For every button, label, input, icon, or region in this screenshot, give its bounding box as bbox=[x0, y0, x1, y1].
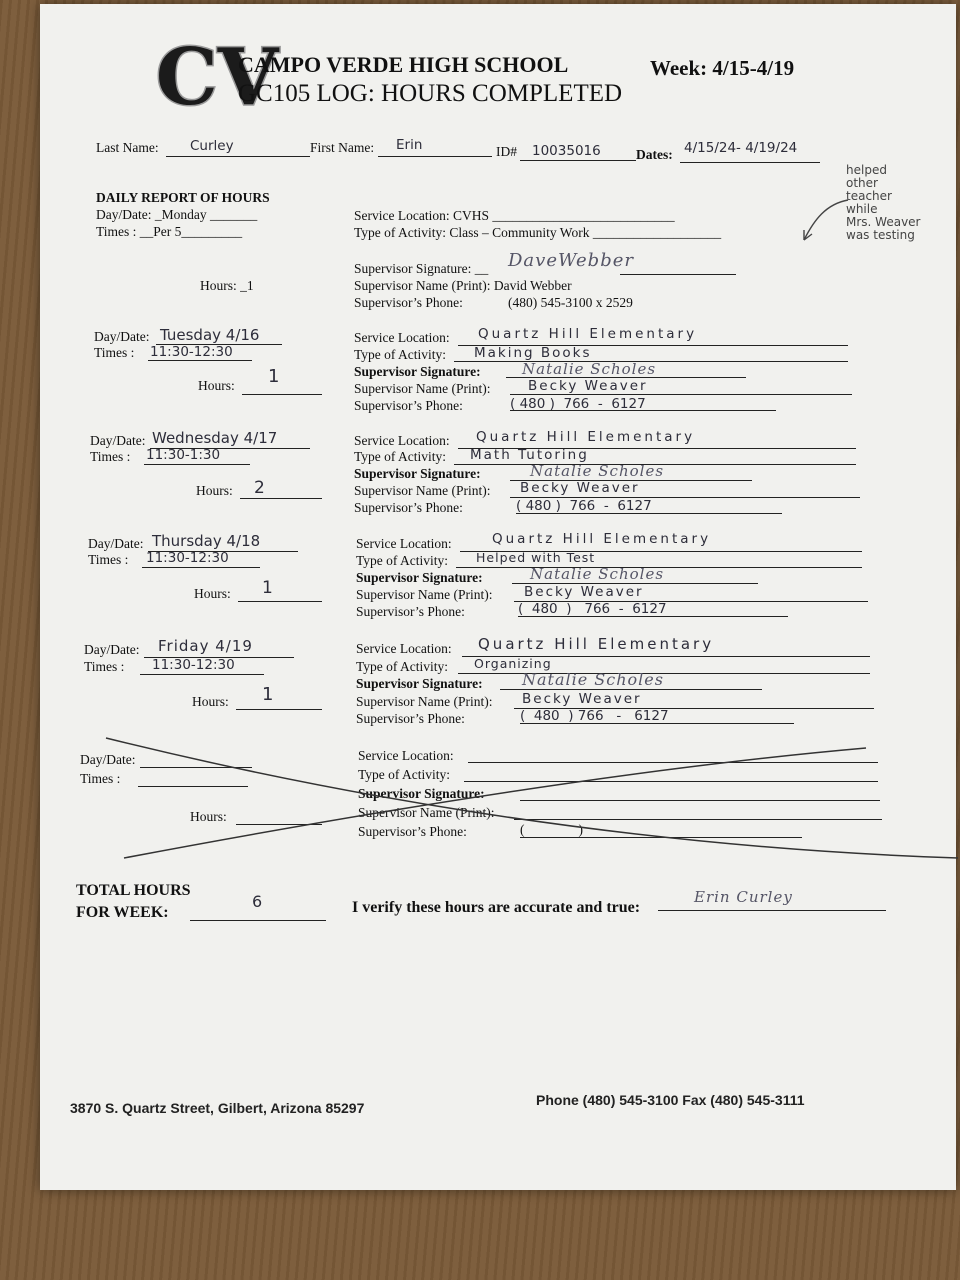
friday-times-value: 11:30-12:30 bbox=[152, 657, 235, 673]
monday-times: Times : __Per 5_________ bbox=[96, 224, 243, 239]
wednesday-signature-value: Natalie Scholes bbox=[530, 462, 665, 480]
wednesday-hours-value: 2 bbox=[254, 478, 265, 498]
id-value: 10035016 bbox=[532, 143, 601, 159]
tuesday-location-value: Quartz Hill Elementary bbox=[478, 326, 698, 342]
tuesday-location-label: Service Location: bbox=[354, 330, 450, 345]
wednesday-times-value: 11:30-1:30 bbox=[146, 447, 221, 463]
friday-location-label: Service Location: bbox=[356, 641, 452, 656]
school-name: CAMPO VERDE HIGH SCHOOL bbox=[238, 52, 569, 77]
last-name-label: Last Name: bbox=[96, 140, 159, 155]
friday-phone-label: Supervisor’s Phone: bbox=[356, 711, 465, 726]
tuesday-signature-value: Natalie Scholes bbox=[522, 360, 657, 378]
wednesday-supervisor-label: Supervisor Name (Print): bbox=[354, 483, 491, 498]
friday-day-label: Day/Date: bbox=[84, 642, 140, 657]
tuesday-supervisor-value: Becky Weaver bbox=[528, 378, 648, 394]
thursday-hours-value: 1 bbox=[262, 578, 273, 598]
tuesday-supervisor-label: Supervisor Name (Print): bbox=[354, 381, 491, 396]
thursday-location-label: Service Location: bbox=[356, 536, 452, 551]
last-name-value: Curley bbox=[190, 138, 234, 154]
wednesday-hours-label: Hours: bbox=[196, 483, 233, 498]
tuesday-activity-value: Making Books bbox=[474, 345, 592, 361]
thursday-signature-value: Natalie Scholes bbox=[530, 565, 665, 583]
report-title: DAILY REPORT OF HOURS bbox=[96, 190, 270, 205]
thursday-activity-value: Helped with Test bbox=[476, 550, 596, 565]
monday-signature: DaveWebber bbox=[508, 250, 634, 271]
monday-phone-value: (480) 545-3100 x 2529 bbox=[508, 295, 633, 310]
tuesday-times-label: Times : bbox=[94, 345, 135, 360]
monday-supervisor-name: Supervisor Name (Print): David Webber bbox=[354, 278, 572, 293]
friday-supervisor-value: Becky Weaver bbox=[522, 691, 642, 707]
wednesday-activity-value: Math Tutoring bbox=[470, 447, 589, 463]
blank-phone-parens: ( ) bbox=[520, 822, 583, 837]
thursday-times-value: 11:30-12:30 bbox=[146, 550, 229, 566]
tuesday-hours-label: Hours: bbox=[198, 378, 235, 393]
friday-supervisor-label: Supervisor Name (Print): bbox=[356, 694, 493, 709]
thursday-supervisor-label: Supervisor Name (Print): bbox=[356, 587, 493, 602]
thursday-phone-label: Supervisor’s Phone: bbox=[356, 604, 465, 619]
total-hours-label-line1: TOTAL HOURS bbox=[76, 882, 191, 899]
monday-supervisor-phone: Supervisor’s Phone: bbox=[354, 295, 463, 310]
tuesday-hours-value: 1 bbox=[268, 366, 280, 387]
total-hours-value: 6 bbox=[252, 892, 263, 911]
friday-signature-value: Natalie Scholes bbox=[522, 670, 664, 689]
friday-day-value: Friday 4/19 bbox=[158, 637, 253, 655]
thursday-times-label: Times : bbox=[88, 552, 129, 567]
footer-address: 3870 S. Quartz Street, Gilbert, Arizona 85297 bbox=[70, 1100, 365, 1116]
blank-location-label: Service Location: bbox=[358, 748, 454, 763]
wednesday-day-label: Day/Date: bbox=[90, 433, 146, 448]
thursday-signature-label: Supervisor Signature: bbox=[356, 570, 483, 585]
dates-label: Dates: bbox=[636, 147, 673, 162]
thursday-activity-label: Type of Activity: bbox=[356, 553, 449, 568]
verify-label: I verify these hours are accurate and true: bbox=[352, 899, 641, 916]
wednesday-supervisor-value: Becky Weaver bbox=[520, 480, 640, 496]
monday-day-date: Day/Date: _Monday _______ bbox=[96, 207, 258, 222]
tuesday-day-value: Tuesday 4/16 bbox=[160, 326, 260, 344]
thursday-phone-value: ( 480 ) 766 - 6127 bbox=[518, 601, 667, 617]
wednesday-phone-label: Supervisor’s Phone: bbox=[354, 500, 463, 515]
blank-hours-label: Hours: bbox=[190, 809, 227, 824]
footer-phone-fax: Phone (480) 545-3100 Fax (480) 545-3111 bbox=[536, 1092, 805, 1108]
wednesday-day-value: Wednesday 4/17 bbox=[152, 429, 278, 447]
first-name-value: Erin bbox=[396, 137, 423, 153]
tuesday-times-value: 11:30-12:30 bbox=[150, 344, 233, 360]
wednesday-times-label: Times : bbox=[90, 449, 131, 464]
blank-signature-label: Supervisor Signature: bbox=[358, 786, 485, 801]
friday-activity-value: Organizing bbox=[474, 656, 552, 671]
form-title: GC105 LOG: HOURS COMPLETED bbox=[238, 80, 623, 107]
blank-supervisor-label: Supervisor Name (Print): bbox=[358, 805, 495, 820]
thursday-day-value: Thursday 4/18 bbox=[152, 532, 261, 550]
friday-hours-label: Hours: bbox=[192, 694, 229, 709]
week-range: Week: 4/15-4/19 bbox=[650, 56, 795, 80]
cross-out-mark bbox=[100, 726, 960, 866]
svg-text:CV: CV bbox=[155, 32, 279, 123]
arrow-icon bbox=[796, 196, 856, 246]
first-name-label: First Name: bbox=[310, 140, 375, 155]
wednesday-location-value: Quartz Hill Elementary bbox=[476, 429, 696, 445]
blank-activity-label: Type of Activity: bbox=[358, 767, 451, 782]
thursday-day-label: Day/Date: bbox=[88, 536, 144, 551]
monday-supervisor-signature-label: Supervisor Signature: __ bbox=[354, 261, 489, 276]
friday-phone-value: ( 480 ) 766 - 6127 bbox=[520, 708, 669, 724]
wednesday-activity-label: Type of Activity: bbox=[354, 449, 447, 464]
log-sheet bbox=[40, 4, 956, 1190]
friday-activity-label: Type of Activity: bbox=[356, 659, 449, 674]
verify-signature: Erin Curley bbox=[694, 888, 793, 906]
tuesday-phone-label: Supervisor’s Phone: bbox=[354, 398, 463, 413]
monday-service-location: Service Location: CVHS ___________________________ bbox=[354, 208, 675, 223]
blank-day-label: Day/Date: bbox=[80, 752, 136, 767]
id-label: ID# bbox=[496, 144, 517, 159]
tuesday-phone-value: ( 480 ) 766 - 6127 bbox=[510, 396, 646, 412]
friday-hours-value: 1 bbox=[262, 684, 274, 705]
tuesday-day-label: Day/Date: bbox=[94, 329, 150, 344]
dates-value: 4/15/24- 4/19/24 bbox=[684, 140, 798, 156]
monday-type-activity: Type of Activity: Class – Community Work ___________________ bbox=[354, 225, 722, 240]
side-note: helped other teacher while Mrs. Weaver was testing bbox=[846, 163, 921, 242]
wednesday-phone-value: ( 480 ) 766 - 6127 bbox=[516, 498, 652, 514]
monday-hours: Hours: _1 bbox=[200, 278, 254, 293]
blank-times-label: Times : bbox=[80, 771, 121, 786]
friday-location-value: Quartz Hill Elementary bbox=[478, 635, 715, 653]
tuesday-signature-label: Supervisor Signature: bbox=[354, 364, 481, 379]
blank-phone-label: Supervisor’s Phone: bbox=[358, 824, 467, 839]
friday-times-label: Times : bbox=[84, 659, 125, 674]
wednesday-location-label: Service Location: bbox=[354, 433, 450, 448]
total-hours-label-line2: FOR WEEK: bbox=[76, 904, 169, 921]
friday-signature-label: Supervisor Signature: bbox=[356, 676, 483, 691]
thursday-hours-label: Hours: bbox=[194, 586, 231, 601]
tuesday-activity-label: Type of Activity: bbox=[354, 347, 447, 362]
thursday-supervisor-value: Becky Weaver bbox=[524, 584, 644, 600]
thursday-location-value: Quartz Hill Elementary bbox=[492, 531, 712, 547]
wednesday-signature-label: Supervisor Signature: bbox=[354, 466, 481, 481]
